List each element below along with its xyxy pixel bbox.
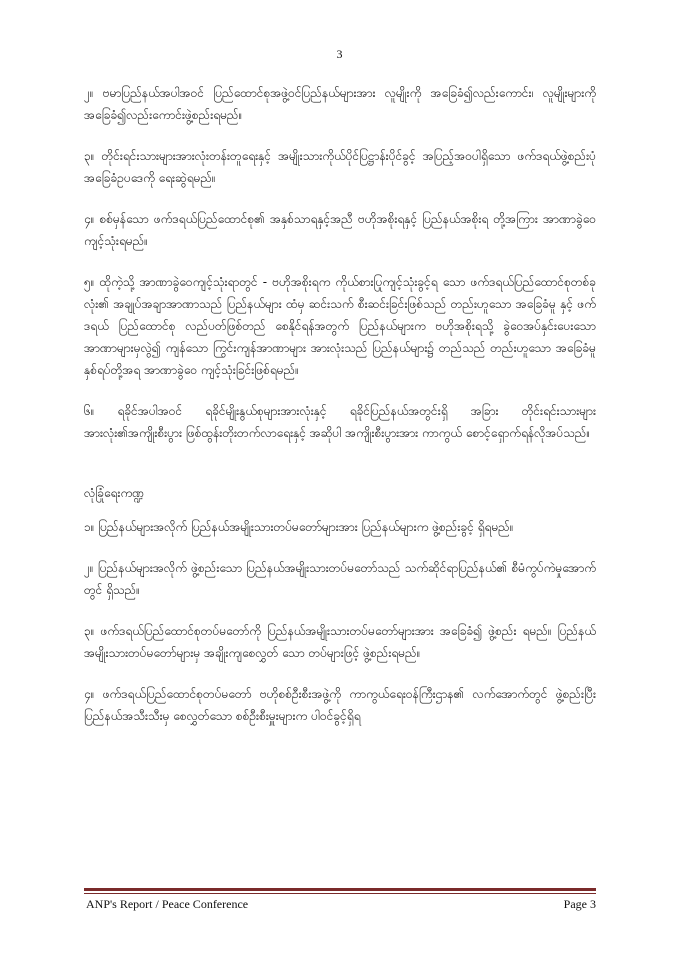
paragraph-5: ၅။ ထိုကဲ့သို့ အာဏာခွဲဝေကျင့်သုံးရာတွင် - ဗဟိုအစိုးရက ကိုယ်စားပြုကျင့်သုံးခွင့်ရ သော ဖက်ဒရယ်ပြည်ထောင်စုတစ်ခုလုံး၏ အချုပ်အချာအာဏာသည် ပြည်နယ်များ ထံမှ ဆင်းသက် စီးဆင်းခြင်းဖြစ်သည် တည်းဟူသော အခြေခံမူ နှင့် ဖက်ဒရယ် ပြည်ထောင်စု လည်ပတ်ဖြစ်တည် စေနိုင်ရန်အတွက် ပြည်နယ်များက ဗဟိုအစိုးရသို့ ခွဲဝေအပ်နှင်းပေးသော အာဏာများမှလွဲ၍ ကျန်သော ကြွင်းကျန်အာဏာများ အားလုံးသည် ပြည်နယ်များ၌ တည်သည် တည်းဟူသော အခြေခံမူ နှစ်ရပ်တို့အရ အာဏာခွဲဝေ ကျင့်သုံးခြင်းဖြစ်ရမည်။ — [84, 275, 596, 377]
paragraph-6: ၆။ ရခိုင်အပါအဝင် ရခိုင်မျိုးနွယ်စုများအားလုံးနှင့် ရခိုင်ပြည်နယ်အတွင်းရှိ အခြား တိုင်းရင်းသားများ အားလုံး၏အကျိုးစီးပွား ဖြစ်ထွန်းတိုးတက်လာရေးနှင့် အဆိုပါ အကျိုးစီးပွားအား ကာကွယ် စောင့်ရှောက်ရန်လိုအပ်သည်။ — [84, 404, 596, 440]
footer-divider — [84, 888, 596, 891]
paragraph-3: ၃။ တိုင်းရင်းသားများအားလုံးတန်းတူရေးနှင့် အမျိုးသားကိုယ်ပိုင်ပြဋ္ဌာန်းပိုင်ခွင့် အပြည့်အဝပါရှိသော ဖက်ဒရယ်ဖွဲ့စည်းပုံ အခြေခံဥပဒေကို ရေးဆွဲရမည်။ — [84, 149, 596, 185]
security-paragraph-2: ၂။ ပြည်နယ်များအလိုက် ဖွဲ့စည်းသော ပြည်နယ်အမျိုးသားတပ်မတော်သည် သက်ဆိုင်ရာပြည်နယ်၏ စီမံကွပ်ကဲမှုအောက်တွင် ရှိသည်။ — [84, 561, 596, 597]
footer-title: ANP's Report / Peace Conference — [86, 897, 249, 911]
paragraph-4: ၄။ စစ်မှန်သော ဖက်ဒရယ်ပြည်ထောင်စု၏ အနှစ်သာရနှင့်အညီ ဗဟိုအစိုးရနှင့် ပြည်နယ်အစိုးရ တို့အကြား အာဏာခွဲဝေ ကျင့်သုံးရမည်။ — [84, 212, 596, 248]
footer-page-label: Page 3 — [563, 897, 596, 911]
footer-divider-thin — [84, 893, 596, 894]
page-number: 3 — [336, 47, 343, 61]
security-paragraph-1: ၁။ ပြည်နယ်များအလိုက် ပြည်နယ်အမျိုးသားတပ်မတော်များအား ပြည်နယ်များက ဖွဲ့စည်းခွင့် ရှိရမည်။ — [84, 520, 514, 534]
document-body — [84, 82, 596, 746]
section-heading: လုံခြုံရေးကဏ္ဍ — [84, 486, 145, 500]
security-paragraph-4: ၄။ ဖက်ဒရယ်ပြည်ထောင်စုတပ်မတော် ဗဟိုစစ်ဦးစီးအဖွဲ့ကို ကာကွယ်ရေးဝန်ကြီးဌာန၏ လက်အောက်တွင် ဖွဲ့စည်းပြီး ပြည်နယ်အသီးသီးမှ စေလွှတ်သော စစ်ဦးစီးမှူးများက ပါဝင်ခွင့်ရှိရ — [84, 687, 596, 723]
paragraph-2: ၂။ ဗမာပြည်နယ်အပါအဝင် ပြည်ထောင်စုအဖွဲ့ဝင်ပြည်နယ်များအား လူမျိုးကို အခြေခံ၍လည်းကောင်း၊ လူမျိုးများကို အခြေခံ၍လည်းကောင်းဖွဲ့စည်းရမည်။ — [84, 86, 596, 122]
security-paragraph-3: ၃။ ဖက်ဒရယ်ပြည်ထောင်စုတပ်မတော်ကို ပြည်နယ်အမျိုးသားတပ်မတော်များအား အခြေခံ၍ ဖွဲ့စည်း ရမည်။ ပြည်နယ်အမျိုးသားတပ်မတော်များမှ အချိုးကျစေလွှတ် သော တပ်များဖြင့် ဖွဲ့စည်းရမည်။ — [84, 624, 596, 660]
